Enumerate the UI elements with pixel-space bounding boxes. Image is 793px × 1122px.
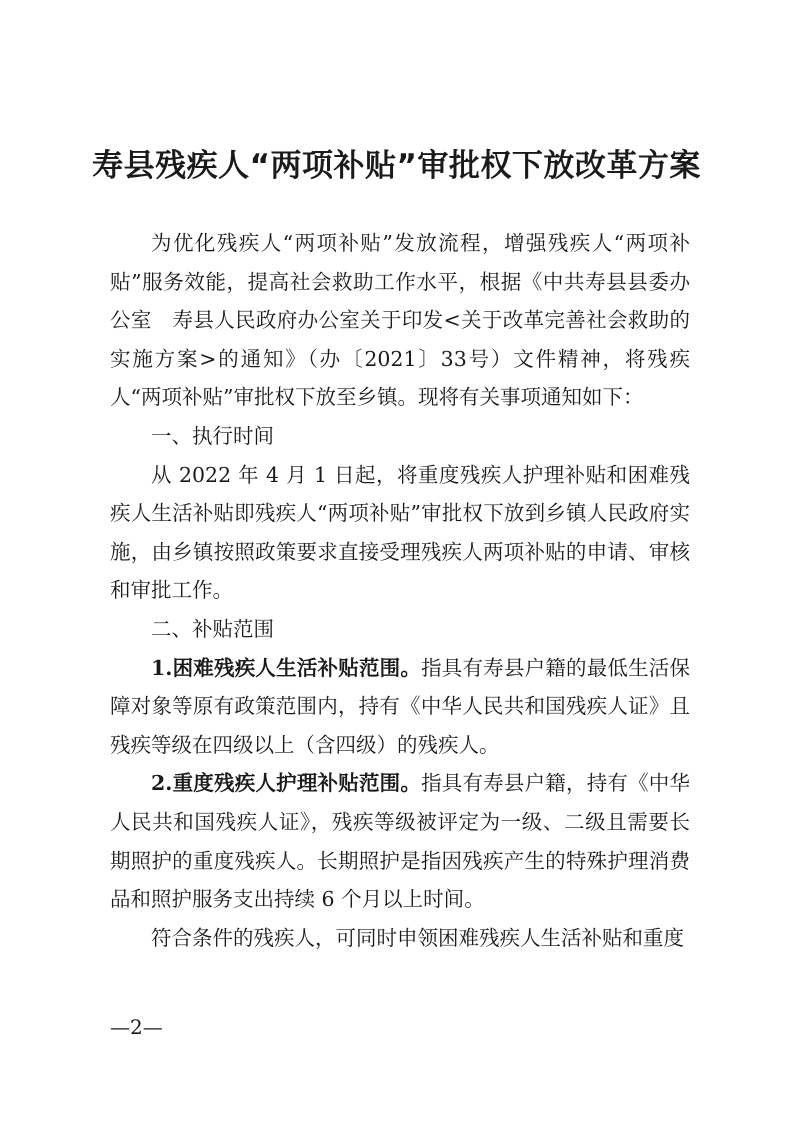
final-paragraph: 符合条件的残疾人，可同时申领困难残疾人生活补贴和重度 <box>151 925 684 950</box>
document-title: 寿县残疾人“两项补贴”审批权下放改革方案 <box>92 148 701 184</box>
item-1-lead: 1.困难残疾人生活补贴范围。 <box>151 655 422 680</box>
item-2-paragraph <box>110 764 690 918</box>
page-number: —2— <box>110 1015 163 1039</box>
intro-paragraph: 为优化残疾人“两项补贴”发放流程，增强残疾人“两项补贴”服务效能，提高社会救助工作水平，根据《中共寿县县委办公室 寿县人民政府办公室关于印发<关于改革完善社会救助的实施方案>的通知》（办〔2021〕33号）文件精神，将残疾人“两项补贴”审批权下放至乡镇。现将有关事项通知如下： <box>110 231 690 410</box>
section-heading-execution-time: 一、执行时间 <box>151 423 274 448</box>
item-1-text: 指具有寿县户籍的最低生活保障对象等原有政策范围内，持有《中华人民共和国残疾人证》且残疾等级在四级以上（含四级）的残疾人。 <box>110 655 691 757</box>
execution-time-paragraph: 从 2022 年 4 月 1 日起，将重度残疾人护理补贴和困难残疾人生活补贴即残疾人“两项补贴”审批权下放到乡镇人民政府实施，由乡镇按照政策要求直接受理残疾人两项补贴的申请、审核和审批工作。 <box>110 462 690 603</box>
item-2-text: 指具有寿县户籍，持有《中华人民共和国残疾人证》，残疾等级被评定为一级、二级且需要长期照护的重度残疾人。长期照护是指因残疾产生的特殊护理消费品和照护服务支出持续 6 个月以上时间。 <box>110 771 691 912</box>
document-body <box>110 224 690 957</box>
item-2-lead: 2.重度残疾人护理补贴范围。 <box>151 771 422 796</box>
item-1-paragraph <box>110 649 690 765</box>
section-heading-subsidy-scope: 二、补贴范围 <box>151 616 274 641</box>
